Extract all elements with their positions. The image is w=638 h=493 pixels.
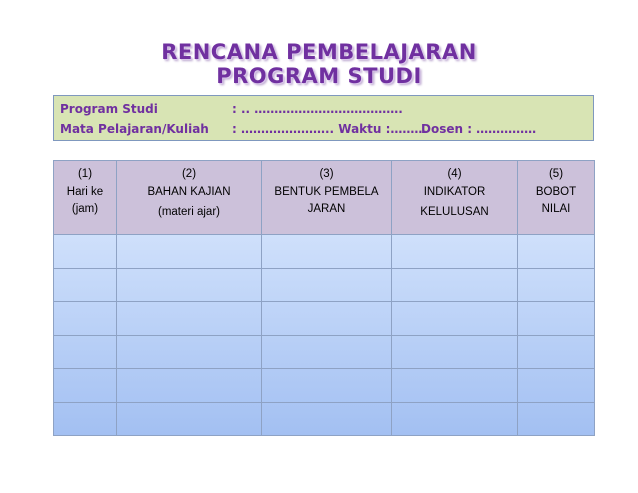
table-cell[interactable] <box>54 369 117 403</box>
header-number: (1) <box>77 168 93 180</box>
header-line1: BAHAN KAJIAN <box>147 185 231 198</box>
table-cell[interactable] <box>262 369 392 403</box>
header-number: (5) <box>548 168 564 180</box>
table-cell[interactable] <box>518 268 595 302</box>
header-line2: JARAN <box>307 203 346 215</box>
mata-pelajaran-label: Mata Pelajaran/Kuliah <box>60 122 209 136</box>
table-cell[interactable] <box>518 302 595 336</box>
table-row <box>54 369 595 403</box>
table-row <box>54 402 595 436</box>
table-cell[interactable] <box>392 335 518 369</box>
mata-pelajaran-waktu-value: : ………………….. Waktu :……… <box>232 122 427 136</box>
header-hari-ke <box>54 161 117 235</box>
table-row <box>54 268 595 302</box>
table-cell[interactable] <box>518 402 595 436</box>
program-studi-value: : .. ………………………………. <box>232 102 403 116</box>
table-cell[interactable] <box>392 235 518 269</box>
header-line2: (materi ajar) <box>158 206 220 218</box>
table-cell[interactable] <box>518 335 595 369</box>
table-cell[interactable] <box>392 302 518 336</box>
header-line2: NILAI <box>541 203 571 215</box>
lesson-plan-table <box>53 160 595 436</box>
table-cell[interactable] <box>392 268 518 302</box>
table-row <box>54 302 595 336</box>
header-bahan-kajian <box>117 161 262 235</box>
header-number: (3) <box>319 168 334 180</box>
table-row <box>54 235 595 269</box>
table-cell[interactable] <box>392 402 518 436</box>
table-cell[interactable] <box>518 235 595 269</box>
table-cell[interactable] <box>117 235 262 269</box>
header-bentuk-pembelajaran <box>262 161 392 235</box>
header-number: (2) <box>181 168 197 180</box>
table-cell[interactable] <box>262 402 392 436</box>
table-cell[interactable] <box>117 402 262 436</box>
info-box <box>53 95 594 141</box>
table-cell[interactable] <box>54 302 117 336</box>
header-number: (4) <box>447 168 462 180</box>
header-line2: KELULUSAN <box>420 206 489 218</box>
table-cell[interactable] <box>117 302 262 336</box>
header-line1: Hari ke <box>66 185 104 198</box>
table-cell[interactable] <box>392 369 518 403</box>
table-cell[interactable] <box>262 335 392 369</box>
table-cell[interactable] <box>54 235 117 269</box>
table-cell[interactable] <box>262 302 392 336</box>
document-title-line1: RENCANA PEMBELAJARAN <box>161 40 477 64</box>
header-line1: BENTUK PEMBELA <box>274 185 379 198</box>
table-cell[interactable] <box>262 268 392 302</box>
header-bobot-nilai <box>518 161 595 235</box>
table-cell[interactable] <box>54 268 117 302</box>
header-line1: BOBOT <box>535 185 577 198</box>
table-cell[interactable] <box>54 402 117 436</box>
document-title-line2: PROGRAM STUDI <box>216 64 422 88</box>
header-indikator-kelulusan <box>392 161 518 235</box>
table-cell[interactable] <box>262 235 392 269</box>
table-cell[interactable] <box>117 369 262 403</box>
table-header-row <box>54 161 595 235</box>
table-cell[interactable] <box>54 335 117 369</box>
program-studi-label: Program Studi <box>60 102 158 116</box>
header-line1: INDIKATOR <box>423 185 486 198</box>
dosen-field: Dosen : …………… <box>421 122 537 136</box>
table-cell[interactable] <box>518 369 595 403</box>
table-cell[interactable] <box>117 335 262 369</box>
table-cell[interactable] <box>117 268 262 302</box>
header-line2: (jam) <box>71 203 99 215</box>
table-row <box>54 335 595 369</box>
